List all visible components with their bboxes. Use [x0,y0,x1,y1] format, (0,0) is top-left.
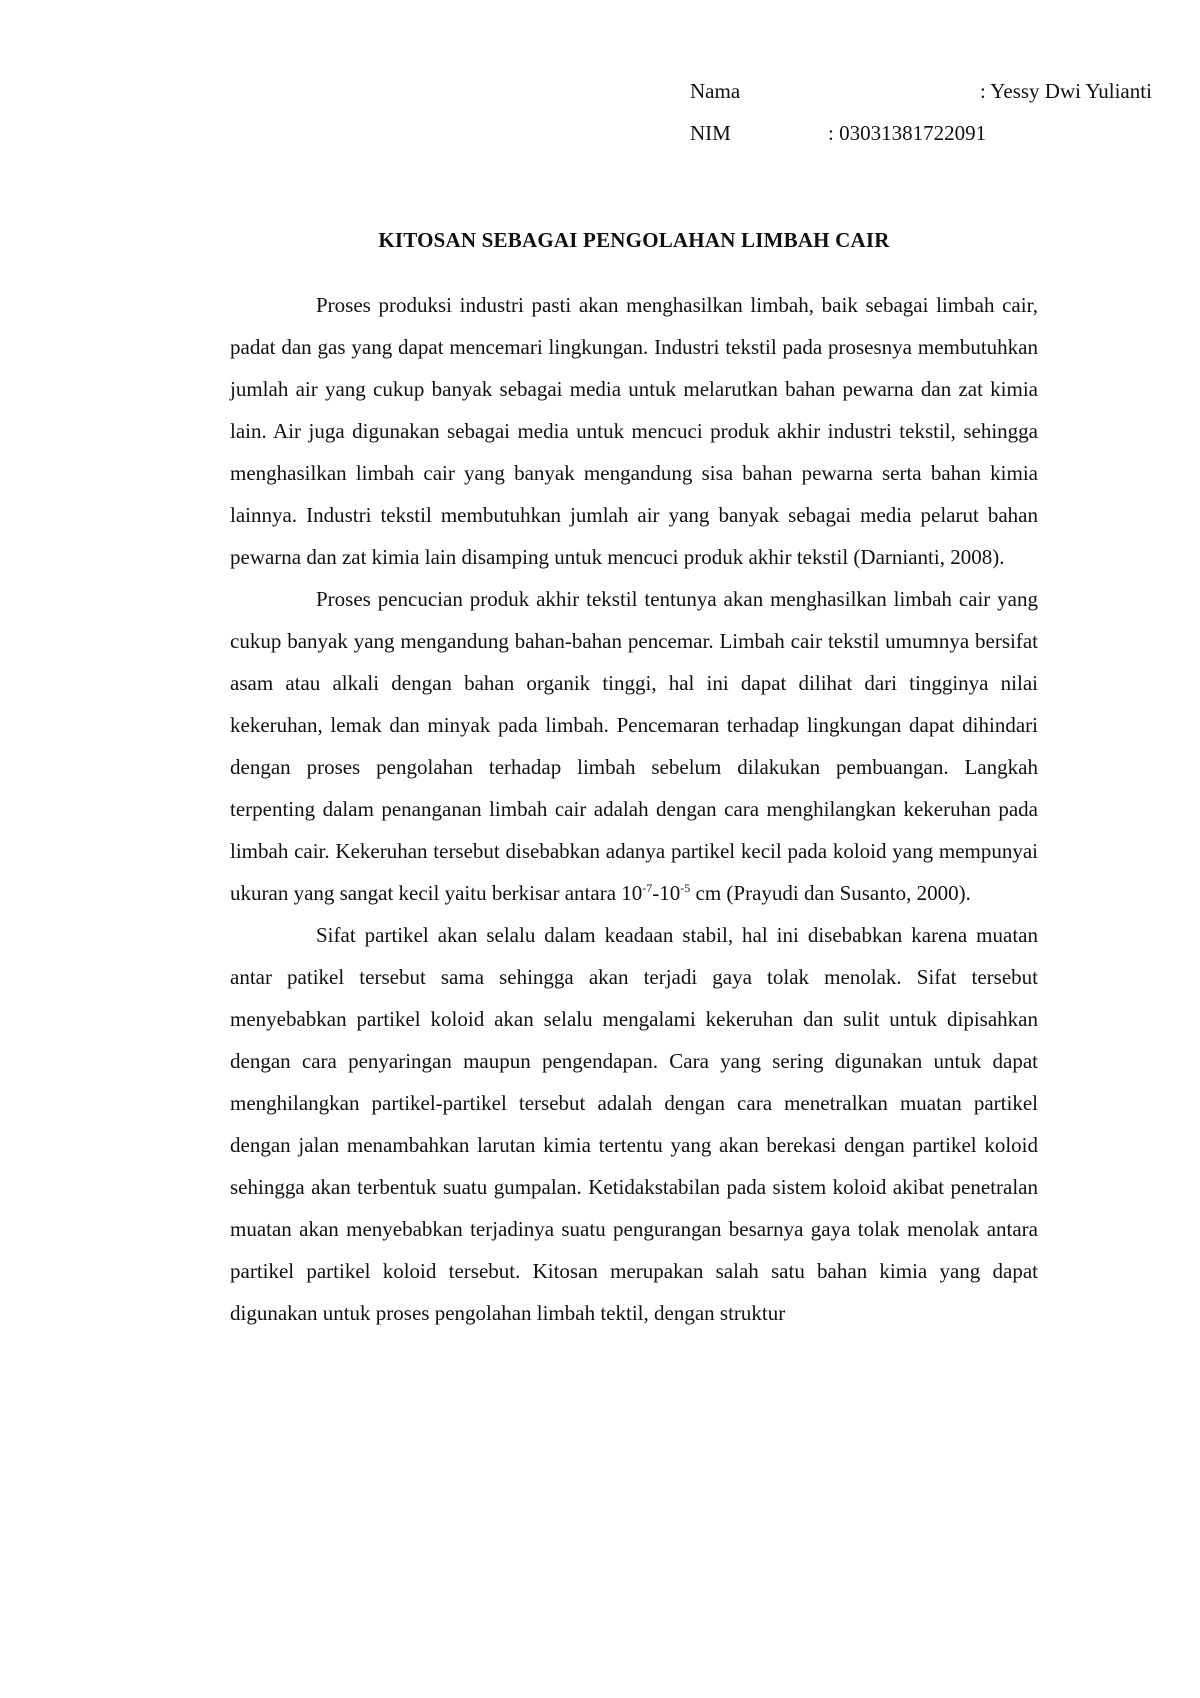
exponent-2: -5 [680,881,691,895]
paragraph-2-main-text: Proses pencucian produk akhir tekstil tentunya akan menghasilkan limbah cair yang cukup banyak yang mengandung bahan-bahan pencemar. Limbah cair tekstil umumnya bersifat asam atau alkali dengan bahan organik tinggi, hal ini dapat dilihat dari tingginya nilai kekeruhan, lemak dan minyak pada limbah. Pencemaran terhadap lingkungan dapat dihindari dengan proses pengolahan terhadap limbah sebelum dilakukan pembuangan. Langkah terpenting dalam penanganan limbah cair adalah dengan cara menghilangkan kekeruhan pada limbah cair. Kekeruhan tersebut disebabkan adanya partikel kecil pada koloid yang mempunyai ukuran yang sangat kecil yaitu berkisar antara 10 [230,587,1038,905]
document-title: KITOSAN SEBAGAI PENGOLAHAN LIMBAH CAIR [378,228,890,252]
nim-label: NIM [690,121,731,145]
paragraph-2 [230,578,1038,914]
name-label: Nama [690,79,741,103]
paragraph-2-end-text: cm (Prayudi dan Susanto, 2000). [690,881,971,905]
paragraph-3: Sifat partikel akan selalu dalam keadaan stabil, hal ini disebabkan karena muatan antar patikel tersebut sama sehingga akan terjadi gaya tolak menolak. Sifat tersebut menyebabkan partikel koloid akan selalu mengalami kekeruhan dan sulit untuk dipisahkan dengan cara penyaringan maupun pengendapan. Cara yang sering digunakan untuk dapat menghilangkan partikel-partikel tersebut adalah dengan cara menetralkan muatan partikel dengan jalan menambahkan larutan kimia tertentu yang akan berekasi dengan partikel koloid sehingga akan terbentuk suatu gumpalan. Ketidakstabilan pada sistem koloid akibat penetralan muatan akan menyebabkan terjadinya suatu pengurangan besarnya gaya tolak menolak antara partikel partikel koloid tersebut. Kitosan merupakan salah satu bahan kimia yang dapat digunakan untuk proses pengolahan limbah tektil, dengan struktur [230,923,1038,1325]
name-row [690,70,1190,112]
exponent-1: -7 [642,881,653,895]
paragraph-1: Proses produksi industri pasti akan menghasilkan limbah, baik sebagai limbah cair, padat dan gas yang dapat mencemari lingkungan. Industri tekstil pada prosesnya membutuhkan jumlah air yang cukup banyak sebagai media untuk melarutkan bahan pewarna dan zat kimia lain. Air juga digunakan sebagai media untuk mencuci produk akhir industri tekstil, sehingga menghasilkan limbah cair yang banyak mengandung sisa bahan pewarna serta bahan kimia lainnya. Industri tekstil membutuhkan jumlah air yang banyak sebagai media pelarut bahan pewarna dan zat kimia lain disamping untuk mencuci produk akhir tekstil (Darnianti, 2008). [230,293,1038,569]
student-info-block [690,70,1190,154]
nim-value: : 03031381722091 [828,121,987,145]
paragraph-2-middle-text: -10 [652,881,681,905]
document-body [230,284,1038,1334]
name-value: : Yessy Dwi Yulianti [980,79,1152,103]
nim-row [690,112,1190,154]
